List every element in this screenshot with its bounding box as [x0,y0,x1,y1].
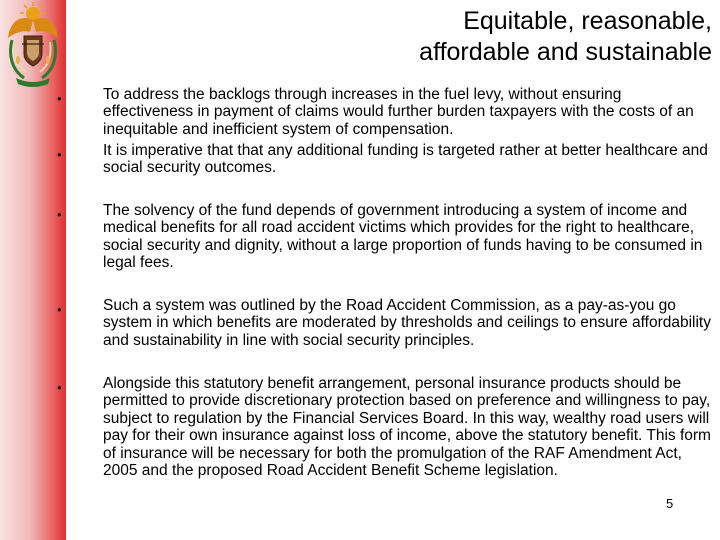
bullet-text: It is imperative that that any additional funding is targeted rather at better healthcare and social security outcomes. [103,142,708,177]
bullet-text: Such a system was outlined by the Road Accident Commission, as a pay-as-you go system in which benefits are moderated by thresholds and ceilings to ensure affordability and sustainability in line with social security principles. [103,297,711,349]
bullet-marker: • [57,147,62,162]
slide-title [192,6,712,68]
bullet-text: To address the backlogs through increases in the fuel levy, without ensuring effectiveness in payment of claims would further burden taxpayers with the costs of an inequitable and inefficient system of compensation. [103,86,694,138]
bullet-marker: • [57,380,62,395]
bullet-text: The solvency of the fund depends of government introducing a system of income and medical benefits for all road accident victims which provides for the right to healthcare, social security and dignity, without a large proportion of funds having to be consumed in legal fees. [103,202,703,272]
bullet-marker: • [57,207,62,222]
coat-of-arms-logo [2,0,64,88]
bullet-marker: • [57,91,62,106]
bullet-text: Alongside this statutory benefit arrangement, personal insurance products should be permitted to provide discretionary protection based on preference and willingness to pay, subject to regulation by the Financial Services Board. In this way, wealthy road users will pay for their own insurance against loss of income, above the statutory benefit. This form of insurance will be necessary for both the promulgation of the RAF Amendment Act, 2005 and the proposed Road Accident Benefit Scheme legislation. [103,375,711,480]
title-line-1: Equitable, reasonable, [463,7,712,35]
page-number: 5 [666,496,674,511]
bullet-marker: • [57,302,62,317]
title-line-2: affordable and sustainable [419,38,712,66]
